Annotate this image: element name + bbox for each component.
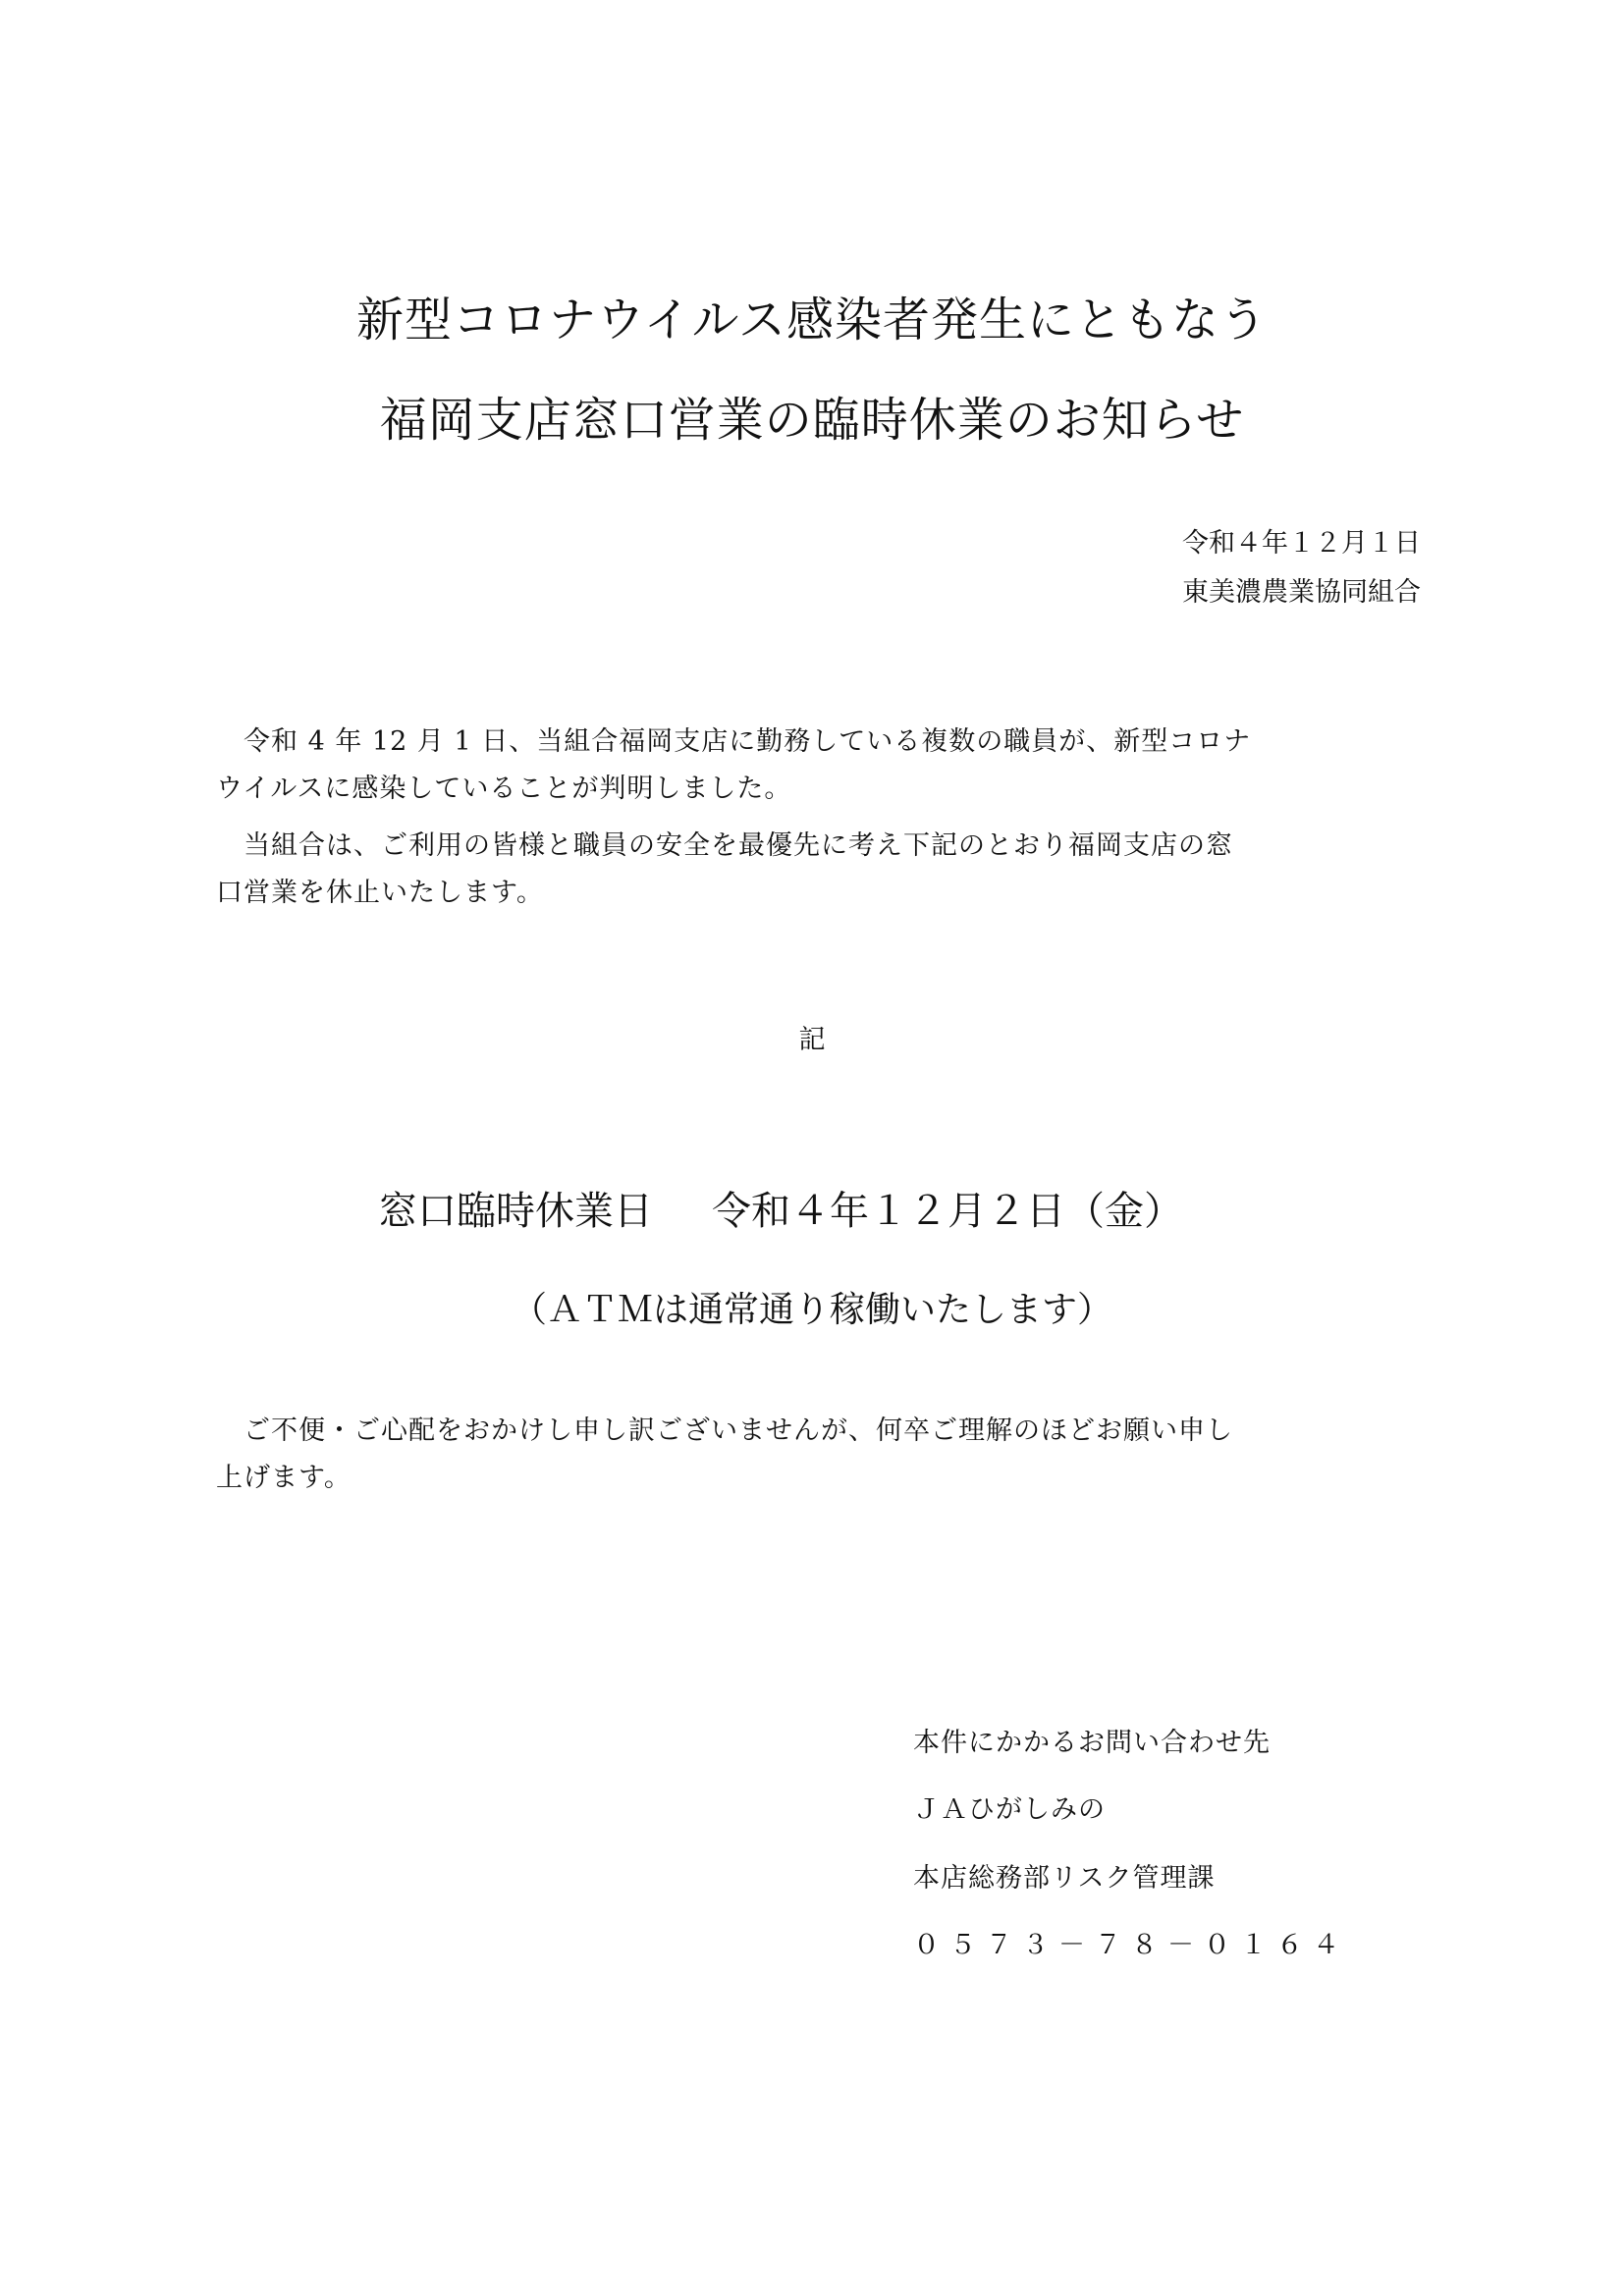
paragraph-1-line-1: 令和 4 年 12 月 1 日、当組合福岡支店に勤務している複数の職員が、新型コロナ <box>216 726 1252 757</box>
atm-note: （ＡＴＭは通常通り稼働いたします） <box>511 1290 1112 1330</box>
paragraph-1-line-2: ウイルスに感染していることが判明しました。 <box>216 774 792 804</box>
title-line-2: 福岡支店窓口営業の臨時休業のお知らせ <box>379 393 1245 448</box>
ki-heading: 記 <box>798 1025 826 1055</box>
closure-date: 令和４年１２月２日（金） <box>712 1189 1183 1234</box>
paragraph-2-line-1: 当組合は、ご利用の皆様と職員の安全を最優先に考え下記のとおり福岡支店の窓 <box>216 830 1233 861</box>
paragraph-3-line-2: 上げます。 <box>216 1463 352 1493</box>
paragraph-3-line-1: ご不便・ご心配をおかけし申し訳ございませんが、何卒ご理解のほどお願い申し <box>216 1415 1233 1446</box>
paragraph-2-line-2: 口営業を休止いたします。 <box>216 878 544 908</box>
issuer-name: 東美濃農業協同組合 <box>1182 577 1421 608</box>
contact-heading: 本件にかかるお問い合わせ先 <box>913 1728 1271 1758</box>
closure-label: 窓口臨時休業日 <box>378 1189 653 1234</box>
title-line-1: 新型コロナウイルス感染者発生にともなう <box>355 293 1269 347</box>
contact-phone: ０５７３－７８－０１６４ <box>913 1930 1349 1960</box>
issue-date: 令和４年１２月１日 <box>1182 528 1421 559</box>
contact-org: ＪＡひがしみの <box>913 1794 1106 1825</box>
contact-department: 本店総務部リスク管理課 <box>913 1863 1216 1894</box>
closure-notice <box>378 1184 1183 1239</box>
